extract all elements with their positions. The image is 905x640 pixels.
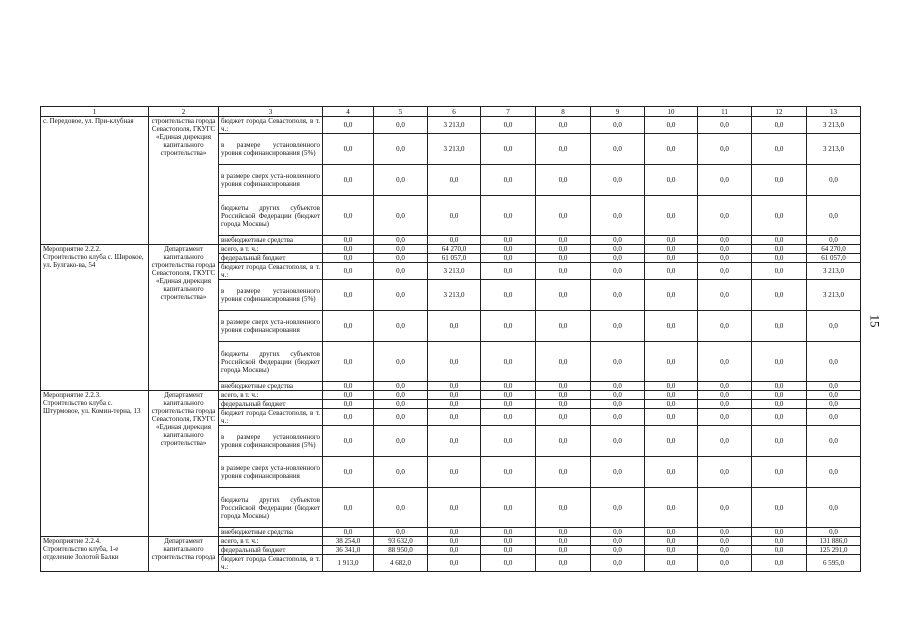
value-cell: 0,0 [428,555,481,572]
value-cell: 0,0 [536,400,591,409]
value-cell: 0,0 [591,342,645,382]
funding-source-cell: бюджет города Севастополя, в т. ч.: [219,555,323,572]
value-cell: 0,0 [323,382,374,391]
value-cell: 0,0 [536,280,591,311]
value-cell: 0,0 [428,391,481,400]
value-cell: 0,0 [428,342,481,382]
column-header: 8 [536,107,591,117]
value-cell: 0,0 [752,457,807,488]
column-header: 7 [481,107,536,117]
event-cell: с. Передовое, ул. При-клубная [41,117,149,245]
value-cell: 0,0 [428,488,481,528]
value-cell: 0,0 [374,254,428,263]
value-cell: 0,0 [807,311,861,342]
value-cell: 0,0 [698,546,752,555]
value-cell: 0,0 [481,391,536,400]
value-cell: 0,0 [481,196,536,236]
value-cell: 0,0 [374,280,428,311]
value-cell: 0,0 [481,134,536,165]
value-cell: 0,0 [374,196,428,236]
column-header: 9 [591,107,645,117]
value-cell: 0,0 [323,254,374,263]
column-header: 6 [428,107,481,117]
funding-source-cell: бюджет города Севастополя, в т. ч.: [219,409,323,426]
value-cell: 0,0 [374,426,428,457]
value-cell: 0,0 [752,400,807,409]
value-cell: 0,0 [374,382,428,391]
value-cell: 0,0 [698,311,752,342]
value-cell: 0,0 [481,409,536,426]
column-header: 11 [698,107,752,117]
value-cell: 0,0 [591,236,645,245]
value-cell: 0,0 [374,409,428,426]
value-cell: 0,0 [428,457,481,488]
value-cell: 0,0 [752,382,807,391]
value-cell: 0,0 [591,382,645,391]
value-cell: 0,0 [323,457,374,488]
value-cell: 0,0 [807,342,861,382]
table-row [41,245,861,254]
value-cell: 0,0 [536,134,591,165]
value-cell: 0,0 [645,134,698,165]
value-cell: 125 291,0 [807,546,861,555]
value-cell: 4 682,0 [374,555,428,572]
value-cell: 0,0 [591,263,645,280]
table-row [41,117,861,134]
page-number: 15 [867,314,883,328]
value-cell: 0,0 [323,236,374,245]
funding-table [40,106,861,572]
value-cell: 0,0 [481,537,536,546]
value-cell: 88 950,0 [374,546,428,555]
value-cell: 93 632,0 [374,537,428,546]
value-cell: 0,0 [752,528,807,537]
event-cell: Мероприятие 2.2.2. Строительство клуба с. Широкое, ул. Булгако-ва, 54 [41,245,149,391]
value-cell: 0,0 [591,555,645,572]
value-cell: 0,0 [645,117,698,134]
value-cell: 0,0 [481,555,536,572]
value-cell: 0,0 [481,165,536,196]
value-cell: 0,0 [591,391,645,400]
value-cell: 0,0 [591,245,645,254]
value-cell: 3 213,0 [807,263,861,280]
value-cell: 0,0 [752,426,807,457]
value-cell: 0,0 [481,488,536,528]
value-cell: 0,0 [698,236,752,245]
value-cell: 0,0 [645,457,698,488]
value-cell: 0,0 [698,391,752,400]
value-cell: 0,0 [645,254,698,263]
value-cell: 0,0 [428,311,481,342]
value-cell: 0,0 [481,426,536,457]
value-cell: 0,0 [752,555,807,572]
value-cell: 0,0 [428,409,481,426]
funding-source-cell: федеральный бюджет [219,400,323,409]
value-cell: 0,0 [752,537,807,546]
value-cell: 0,0 [536,236,591,245]
value-cell: 0,0 [428,546,481,555]
value-cell: 0,0 [591,488,645,528]
value-cell: 0,0 [807,426,861,457]
value-cell: 0,0 [323,280,374,311]
value-cell: 0,0 [374,528,428,537]
value-cell: 0,0 [698,488,752,528]
executor-cell: Департамент капитального строительства города Севастополя, ГКУГС «Единая дирекция капитального строительства» [149,391,219,537]
value-cell: 0,0 [591,311,645,342]
value-cell: 0,0 [323,426,374,457]
value-cell: 0,0 [428,537,481,546]
value-cell: 0,0 [807,409,861,426]
value-cell: 0,0 [536,391,591,400]
value-cell: 0,0 [323,528,374,537]
value-cell: 0,0 [374,236,428,245]
funding-source-cell: в размере установленного уровня софинансирования (5%) [219,426,323,457]
value-cell: 0,0 [591,457,645,488]
value-cell: 0,0 [323,400,374,409]
value-cell: 0,0 [645,409,698,426]
value-cell: 0,0 [323,311,374,342]
value-cell: 0,0 [481,117,536,134]
value-cell: 0,0 [536,537,591,546]
value-cell: 0,0 [698,134,752,165]
column-header: 10 [645,107,698,117]
executor-cell: Департамент капитального строительства города [149,537,219,572]
funding-source-cell: федеральный бюджет [219,254,323,263]
value-cell: 0,0 [698,457,752,488]
value-cell: 0,0 [481,280,536,311]
value-cell: 0,0 [752,236,807,245]
column-header: 13 [807,107,861,117]
funding-source-cell: в размере сверх уста-новленного уровня софинансирования [219,165,323,196]
value-cell: 0,0 [323,409,374,426]
value-cell: 0,0 [698,382,752,391]
funding-source-cell: в размере сверх уста-новленного уровня софинансирования [219,457,323,488]
column-header: 12 [752,107,807,117]
value-cell: 0,0 [323,263,374,280]
value-cell: 0,0 [807,457,861,488]
value-cell: 0,0 [481,457,536,488]
value-cell: 0,0 [645,546,698,555]
value-cell: 0,0 [645,426,698,457]
column-header: 5 [374,107,428,117]
value-cell: 0,0 [645,245,698,254]
value-cell: 0,0 [591,426,645,457]
value-cell: 0,0 [752,263,807,280]
value-cell: 0,0 [481,342,536,382]
value-cell: 0,0 [752,134,807,165]
executor-cell: Департамент капитального строительства города Севастополя, ГКУГС «Единая дирекция капитального строительства» [149,245,219,391]
value-cell: 0,0 [374,245,428,254]
value-cell: 0,0 [645,280,698,311]
value-cell: 0,0 [698,196,752,236]
column-header: 3 [219,107,323,117]
value-cell: 0,0 [645,528,698,537]
header-row [41,107,861,117]
value-cell: 3 213,0 [428,263,481,280]
value-cell: 0,0 [752,488,807,528]
value-cell: 0,0 [428,400,481,409]
funding-source-cell: бюджеты других субъектов Российской Федерации (бюджет города Москвы) [219,196,323,236]
value-cell: 61 057,0 [807,254,861,263]
funding-source-cell: в размере установленного уровня софинансирования (5%) [219,280,323,311]
value-cell: 0,0 [536,254,591,263]
value-cell: 0,0 [536,382,591,391]
value-cell: 0,0 [323,391,374,400]
value-cell: 0,0 [374,457,428,488]
value-cell: 0,0 [536,546,591,555]
value-cell: 0,0 [752,117,807,134]
value-cell: 0,0 [752,165,807,196]
value-cell: 0,0 [536,555,591,572]
value-cell: 0,0 [645,382,698,391]
value-cell: 0,0 [374,488,428,528]
value-cell: 0,0 [591,528,645,537]
value-cell: 61 057,0 [428,254,481,263]
value-cell: 0,0 [323,165,374,196]
value-cell: 0,0 [428,426,481,457]
value-cell: 3 213,0 [807,280,861,311]
value-cell: 0,0 [752,280,807,311]
value-cell: 0,0 [591,537,645,546]
value-cell: 0,0 [591,165,645,196]
value-cell: 0,0 [428,196,481,236]
funding-source-cell: всего, в т. ч.: [219,245,323,254]
funding-source-cell: в размере сверх уста-новленного уровня софинансирования [219,311,323,342]
value-cell: 0,0 [591,546,645,555]
value-cell: 0,0 [698,426,752,457]
value-cell: 0,0 [645,165,698,196]
value-cell: 0,0 [698,528,752,537]
value-cell: 0,0 [428,382,481,391]
value-cell: 0,0 [374,165,428,196]
value-cell: 0,0 [645,236,698,245]
value-cell: 0,0 [374,311,428,342]
value-cell: 3 213,0 [428,134,481,165]
value-cell: 0,0 [752,254,807,263]
value-cell: 0,0 [428,528,481,537]
value-cell: 0,0 [374,117,428,134]
value-cell: 0,0 [481,263,536,280]
column-header: 4 [323,107,374,117]
value-cell: 0,0 [698,409,752,426]
value-cell: 0,0 [752,342,807,382]
executor-cell: строительства города Севастополя, ГКУГС «Единая дирекция капитального строительства» [149,117,219,245]
column-header: 1 [41,107,149,117]
value-cell: 0,0 [645,488,698,528]
funding-source-cell: внебюджетные средства [219,236,323,245]
value-cell: 0,0 [536,528,591,537]
value-cell: 0,0 [374,391,428,400]
value-cell: 0,0 [536,311,591,342]
funding-source-cell: федеральный бюджет [219,546,323,555]
value-cell: 0,0 [536,196,591,236]
value-cell: 0,0 [536,117,591,134]
funding-source-cell: всего, в т. ч.: [219,391,323,400]
column-header: 2 [149,107,219,117]
value-cell: 0,0 [698,342,752,382]
value-cell: 1 913,0 [323,555,374,572]
value-cell: 0,0 [323,245,374,254]
value-cell: 0,0 [807,391,861,400]
value-cell: 3 213,0 [428,117,481,134]
value-cell: 0,0 [481,236,536,245]
value-cell: 0,0 [374,342,428,382]
value-cell: 6 595,0 [807,555,861,572]
value-cell: 0,0 [323,488,374,528]
value-cell: 0,0 [752,311,807,342]
value-cell: 0,0 [323,134,374,165]
value-cell: 0,0 [698,165,752,196]
value-cell: 0,0 [645,391,698,400]
value-cell: 0,0 [591,400,645,409]
funding-source-cell: внебюджетные средства [219,382,323,391]
funding-source-cell: бюджет города Севастополя, в т. ч.: [219,263,323,280]
value-cell: 0,0 [645,555,698,572]
value-cell: 0,0 [698,280,752,311]
funding-source-cell: бюджеты других субъектов Российской Федерации (бюджет города Москвы) [219,342,323,382]
value-cell: 0,0 [591,409,645,426]
value-cell: 0,0 [591,280,645,311]
value-cell: 0,0 [536,426,591,457]
value-cell: 0,0 [481,311,536,342]
value-cell: 0,0 [481,254,536,263]
value-cell: 0,0 [591,254,645,263]
value-cell: 0,0 [752,196,807,236]
value-cell: 0,0 [807,236,861,245]
value-cell: 3 213,0 [807,134,861,165]
value-cell: 0,0 [428,236,481,245]
value-cell: 0,0 [698,254,752,263]
value-cell: 0,0 [698,263,752,280]
value-cell: 0,0 [807,196,861,236]
value-cell: 131 886,0 [807,537,861,546]
value-cell: 36 341,0 [323,546,374,555]
value-cell: 0,0 [645,400,698,409]
value-cell: 0,0 [807,400,861,409]
value-cell: 3 213,0 [807,117,861,134]
value-cell: 0,0 [807,488,861,528]
value-cell: 0,0 [752,409,807,426]
value-cell: 0,0 [374,134,428,165]
value-cell: 0,0 [323,117,374,134]
funding-source-cell: в размере установленного уровня софинансирования (5%) [219,134,323,165]
value-cell: 38 254,0 [323,537,374,546]
value-cell: 64 270,0 [807,245,861,254]
value-cell: 0,0 [536,342,591,382]
value-cell: 0,0 [807,528,861,537]
value-cell: 0,0 [536,457,591,488]
value-cell: 0,0 [536,263,591,280]
value-cell: 0,0 [481,546,536,555]
value-cell: 0,0 [645,263,698,280]
value-cell: 0,0 [323,342,374,382]
value-cell: 0,0 [428,165,481,196]
value-cell: 0,0 [591,117,645,134]
funding-source-cell: бюджеты других субъектов Российской Федерации (бюджет города Москвы) [219,488,323,528]
value-cell: 0,0 [752,546,807,555]
value-cell: 0,0 [698,537,752,546]
value-cell: 0,0 [698,555,752,572]
funding-source-cell: внебюджетные средства [219,528,323,537]
value-cell: 0,0 [698,117,752,134]
value-cell: 0,0 [481,382,536,391]
value-cell: 0,0 [645,196,698,236]
value-cell: 0,0 [536,409,591,426]
table-row [41,391,861,400]
value-cell: 0,0 [536,165,591,196]
value-cell: 3 213,0 [428,280,481,311]
value-cell: 64 270,0 [428,245,481,254]
value-cell: 0,0 [807,382,861,391]
value-cell: 0,0 [481,400,536,409]
value-cell: 0,0 [374,263,428,280]
funding-source-cell: бюджет города Севастополя, в т. ч.: [219,117,323,134]
value-cell: 0,0 [752,391,807,400]
event-cell: Мероприятие 2.2.4. Строительство клуба, 1-е отделение Золотой Балки [41,537,149,572]
value-cell: 0,0 [698,400,752,409]
value-cell: 0,0 [698,245,752,254]
value-cell: 0,0 [481,245,536,254]
funding-source-cell: всего, в т. ч.: [219,537,323,546]
value-cell: 0,0 [645,342,698,382]
value-cell: 0,0 [752,245,807,254]
value-cell: 0,0 [536,488,591,528]
value-cell: 0,0 [323,196,374,236]
value-cell: 0,0 [645,537,698,546]
value-cell: 0,0 [591,196,645,236]
table-row [41,537,861,546]
value-cell: 0,0 [591,134,645,165]
value-cell: 0,0 [536,245,591,254]
value-cell: 0,0 [374,400,428,409]
value-cell: 0,0 [645,311,698,342]
value-cell: 0,0 [807,165,861,196]
event-cell: Мероприятие 2.2.3. Строительство клуба с. Штурмовое, ул. Комин-терна, 13 [41,391,149,537]
value-cell: 0,0 [481,528,536,537]
